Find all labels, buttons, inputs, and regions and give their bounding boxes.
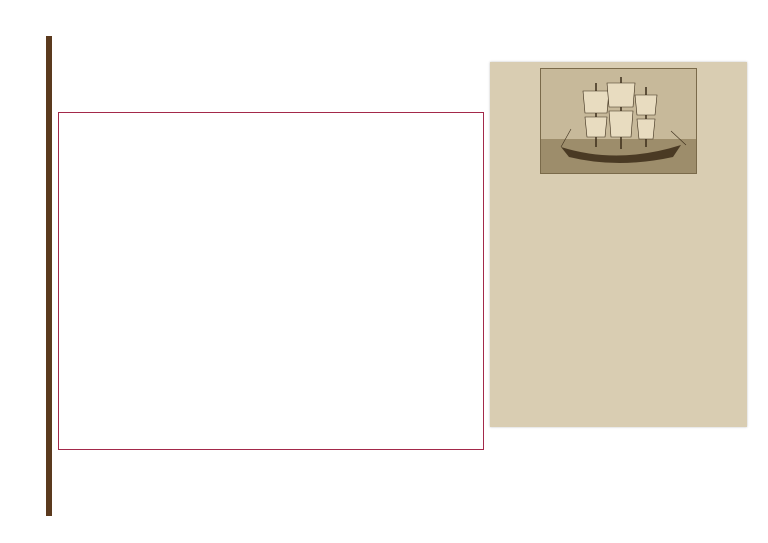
timeline-axis [46,36,52,516]
ship-engraving [540,68,697,174]
exhibit-time-frame [58,112,484,450]
leaflet-image [490,62,747,427]
